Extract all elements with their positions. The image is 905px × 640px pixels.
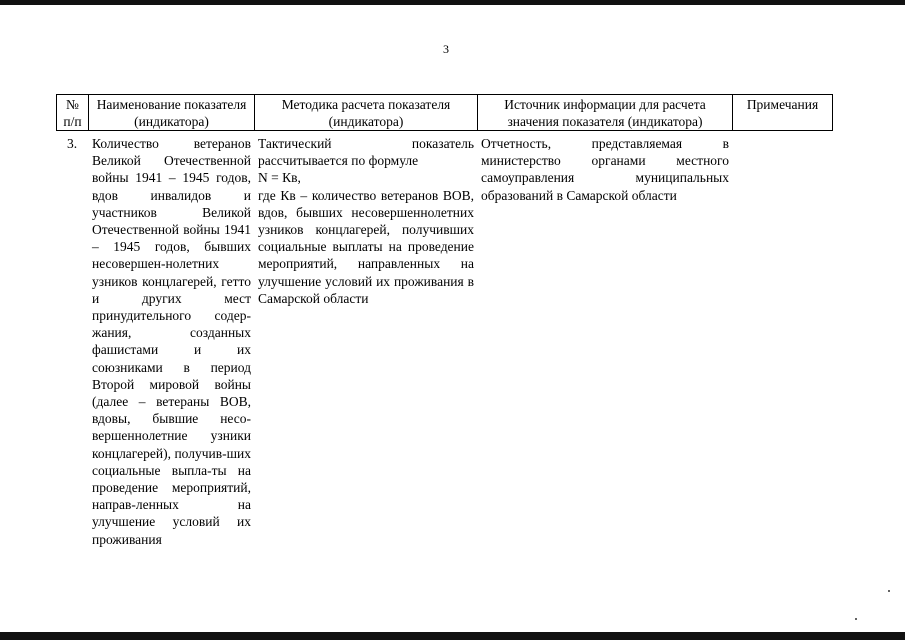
header-notes: Примечания xyxy=(733,95,833,131)
row-calculation-method xyxy=(255,131,478,548)
page-number: 3 xyxy=(443,42,449,56)
method-intro: Тактический показатель рассчитывается по формуле xyxy=(258,136,474,169)
scan-speck xyxy=(888,590,890,592)
scan-speck xyxy=(855,618,857,620)
row-information-source: Отчетность, представляемая в министерство органами местного самоуправления муниципальных образований в Самарской области xyxy=(481,136,729,203)
header-information-source: Источник информации для расчета значения показателя (индикатора) xyxy=(478,95,733,131)
table-row xyxy=(57,131,833,548)
method-detail: где Кв – количество ветеранов ВОВ, вдов, бывших несовершеннолетних узников концлагерей, получивших социальные выплаты на проведение мероприятий, направленных на улучшение условий их проживания в Самарской области xyxy=(258,187,474,306)
header-indicator-name: Наименование показателя (индикатора) xyxy=(89,95,255,131)
header-number: № п/п xyxy=(57,95,89,131)
row-notes xyxy=(733,131,833,548)
row-number: 3. xyxy=(66,136,78,151)
header-calculation-method: Методика расчета показателя (индикатора) xyxy=(255,95,478,131)
top-scan-border xyxy=(0,0,905,5)
bottom-scan-border xyxy=(0,632,905,640)
table-header-row xyxy=(57,95,833,131)
indicator-table xyxy=(56,94,833,548)
row-indicator-name: Количество ветеранов Великой Отечественной войны 1941 – 1945 годов, вдов инвалидов и участников Великой Отечественной войны 1941 – 1945 годов, бывших несовершен-нолетних узников концлагерей, гетто и других мест принудительного содер-жания, созданных фашистами и их союзниками в период Второй мировой войны (далее – ветераны ВОВ, вдовы, бывшие несо-вершеннолетние узники концлагерей), получив-ших социальные выпла-ты на проведение мероприятий, направ-ленных на улучшение условий их проживания xyxy=(92,136,251,547)
method-formula: N = Кв, xyxy=(258,170,301,186)
